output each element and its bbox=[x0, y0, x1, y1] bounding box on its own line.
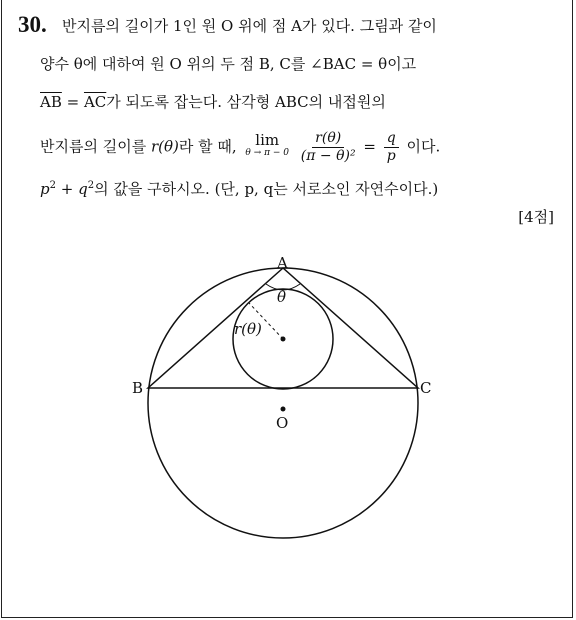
label-o: O bbox=[276, 414, 289, 432]
var-p: p bbox=[40, 180, 50, 198]
line4-mid-text: 라 할 때, bbox=[178, 137, 242, 156]
triangle-abc bbox=[148, 268, 418, 388]
segment-ab: $\overline{AB}$ bbox=[40, 93, 62, 111]
exp-q: 2 bbox=[87, 180, 95, 191]
line4-pre-text: 반지름의 길이를 bbox=[40, 137, 151, 156]
var-q: q bbox=[78, 180, 88, 198]
line3-rest-text: 가 되도록 잡는다. 삼각형 ABC의 내접원의 bbox=[106, 93, 386, 111]
label-a: A bbox=[277, 254, 288, 272]
r-theta-text: r(θ) bbox=[150, 137, 179, 156]
problem-number: 30. bbox=[18, 12, 47, 37]
label-c: C bbox=[420, 379, 432, 397]
plus-text: + bbox=[55, 180, 79, 198]
line5-rest-text: 의 값을 구하시오. (단, p, q는 서로소인 자연수이다.) bbox=[94, 180, 439, 198]
label-r-theta: r(θ) bbox=[234, 320, 262, 338]
rhs-denominator: p bbox=[386, 148, 396, 164]
fraction-numerator: r(θ) bbox=[312, 130, 344, 148]
line4-post-text: 이다. bbox=[406, 137, 441, 156]
exp-p: 2 bbox=[49, 180, 56, 191]
lim-subscript: θ → π − 0 bbox=[245, 148, 290, 158]
lim-word: lim bbox=[255, 131, 280, 149]
problem-line-1: 반지름의 길이가 1인 원 O 위에 점 A가 있다. 그림과 같이 bbox=[62, 17, 437, 35]
segment-ac: $\overline{AC}$ bbox=[83, 93, 107, 111]
problem-line-2: 양수 θ에 대하여 원 O 위의 두 점 B, C를 ∠BAC = θ이고 bbox=[40, 55, 417, 73]
center-dot bbox=[281, 407, 286, 412]
score-label: [4점] bbox=[518, 208, 554, 226]
equals-text: = bbox=[61, 93, 84, 111]
incenter-dot bbox=[281, 337, 286, 342]
label-theta: θ bbox=[277, 288, 287, 306]
rhs-numerator: q bbox=[384, 130, 399, 148]
label-b: B bbox=[132, 379, 144, 397]
circle-o bbox=[148, 268, 418, 538]
fraction-denominator: (π − θ)² bbox=[300, 148, 356, 164]
equals-sign: = bbox=[363, 137, 376, 156]
